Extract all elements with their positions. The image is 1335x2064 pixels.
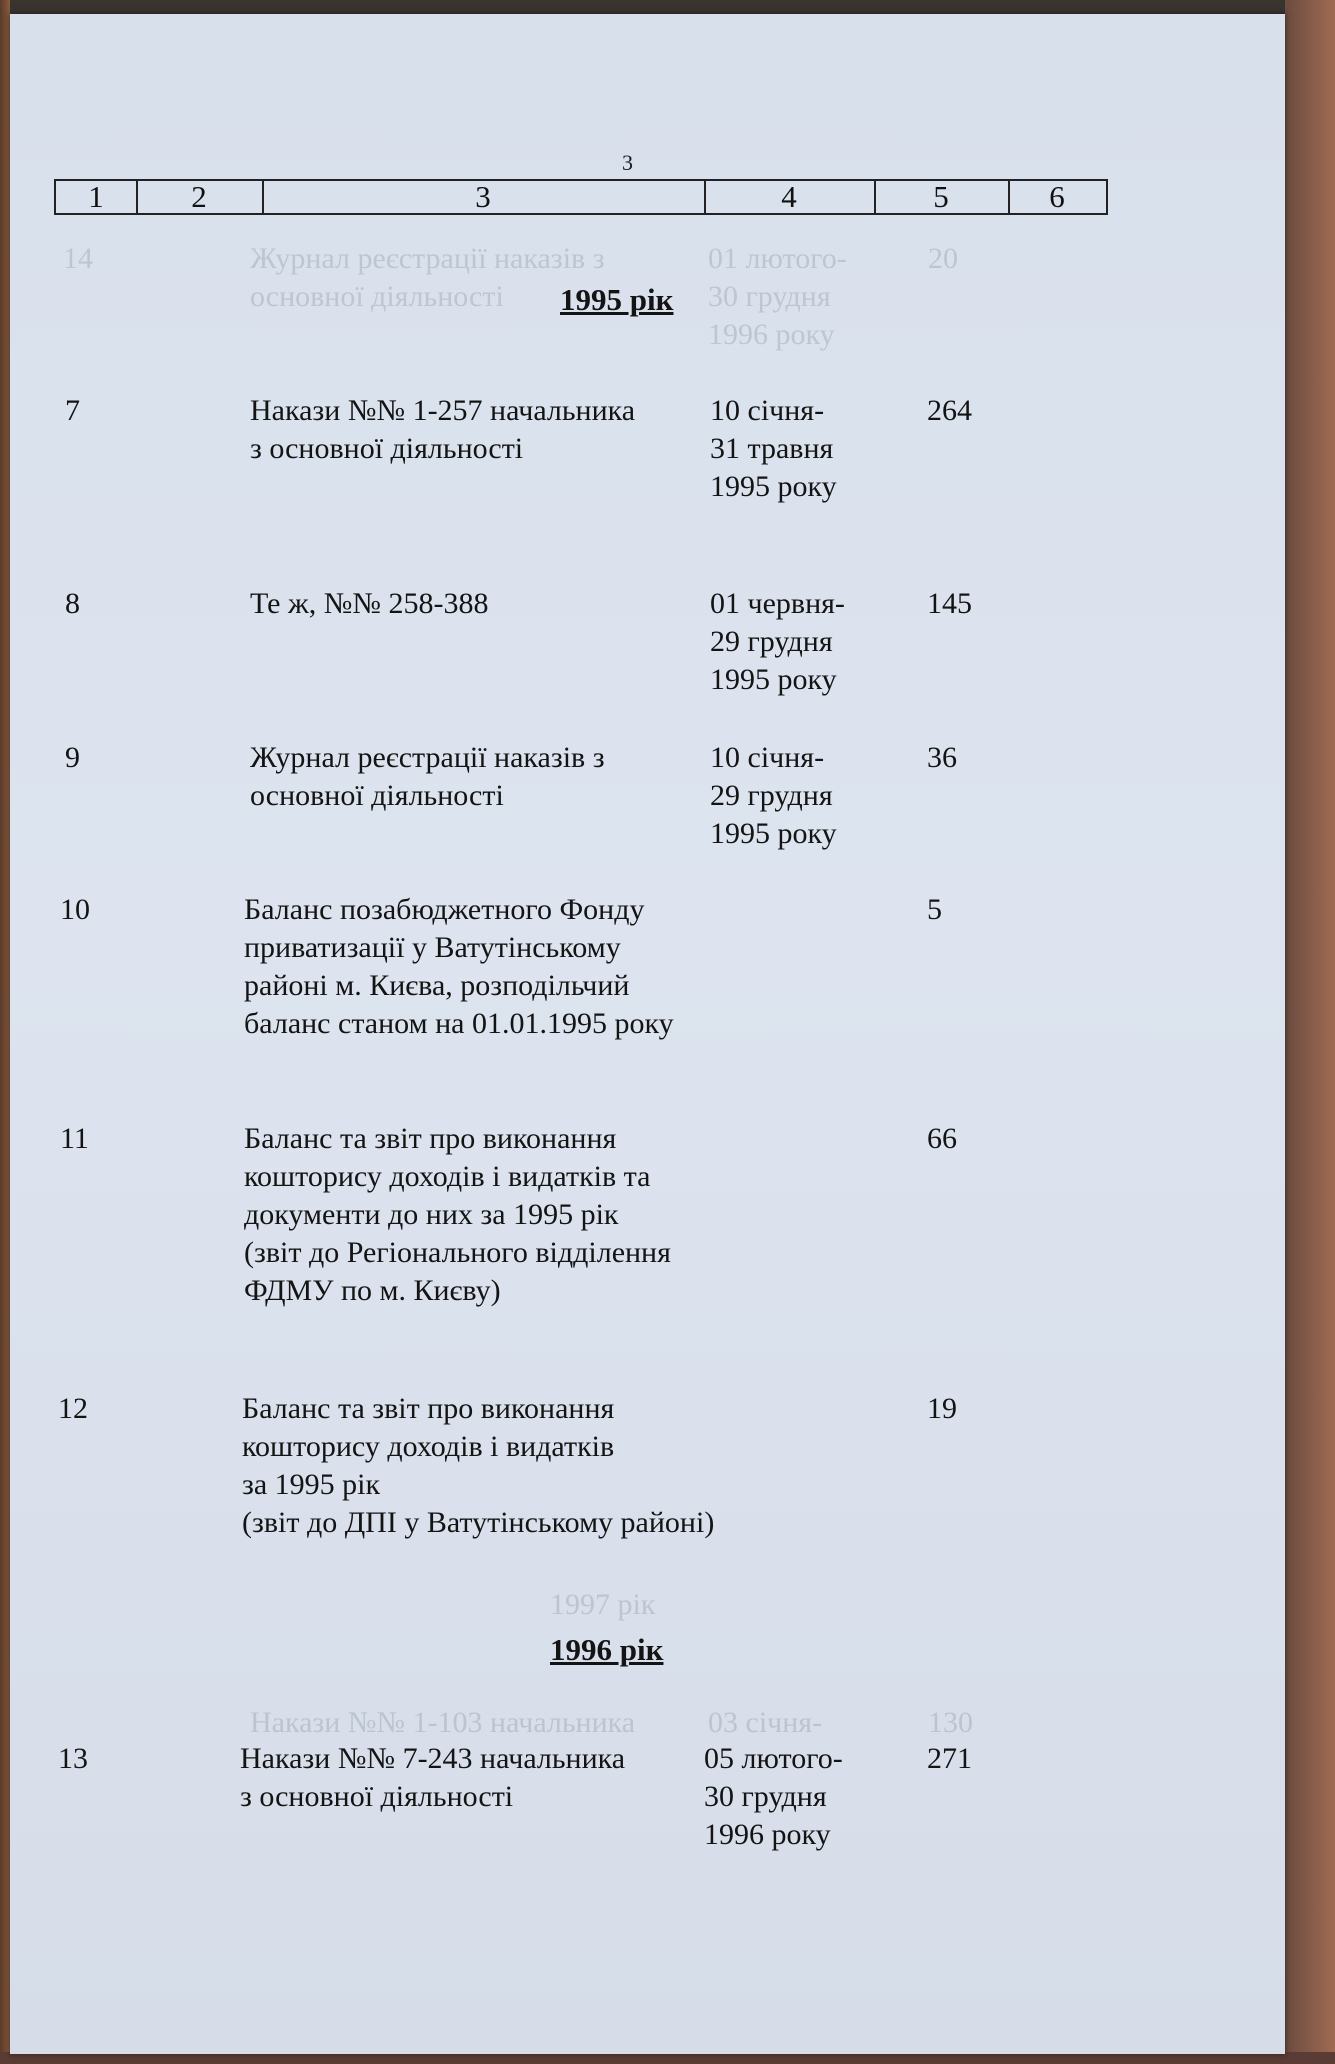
row-9-title: Журнал реєстрації наказів з основної діяльності — [250, 741, 605, 812]
row-9-count: 36 — [927, 741, 957, 774]
header-cell-5: 5 — [874, 179, 1010, 215]
row-13-dates: 05 лютого- 30 грудня 1996 року — [704, 1742, 843, 1851]
row-8-num: 8 — [65, 587, 80, 620]
bleed-through-num-14: 14 — [63, 242, 93, 275]
header-cell-4: 4 — [704, 179, 876, 215]
page-number: 3 — [622, 150, 633, 175]
row-9-num: 9 — [65, 741, 80, 774]
row-11-title: Баланс та звіт про виконання кошторису доходів і видатків та документи до них за 1995 рік (звіт до Регіонального відділення ФДМУ по м. Києву) — [244, 1122, 671, 1307]
row-7-dates: 10 січня- 31 травня 1995 року — [710, 394, 837, 503]
row-10-title: Баланс позабюджетного Фонду приватизації у Ватутінському районі м. Києва, розподільчий баланс станом на 01.01.1995 року — [244, 893, 674, 1040]
row-7-num: 7 — [65, 394, 80, 427]
bleed-through-year-1997: 1997 рік — [550, 1588, 656, 1621]
row-13-title: Накази №№ 7-243 начальника з основної діяльності — [240, 1742, 626, 1813]
bleed-through-text-1: Журнал реєстрації наказів з основної діяльності — [250, 242, 605, 313]
row-12-num: 12 — [58, 1392, 88, 1425]
header-cell-2: 2 — [136, 179, 264, 215]
row-11-num: 11 — [60, 1122, 89, 1155]
header-cell-6: 6 — [1008, 179, 1108, 215]
row-8-title: Те ж, №№ 258-388 — [250, 587, 489, 620]
header-cell-1: 1 — [54, 179, 138, 215]
row-7-title: Накази №№ 1-257 начальника з основної діяльності — [250, 394, 636, 465]
row-8-count: 145 — [927, 587, 972, 620]
header-cell-3: 3 — [262, 179, 706, 215]
section-year-1995: 1995 рік — [560, 282, 674, 317]
row-9-dates: 10 січня- 29 грудня 1995 року — [710, 741, 837, 850]
row-8-dates: 01 червня- 29 грудня 1995 року — [710, 587, 845, 696]
row-7-count: 264 — [927, 394, 972, 427]
row-12-title: Баланс та звіт про виконання кошторису доходів і видатків за 1995 рік (звіт до ДПІ у Ватутінському районі) — [242, 1392, 715, 1539]
bleed-through-num-20: 20 — [928, 242, 958, 275]
row-12-count: 19 — [927, 1392, 957, 1425]
bleed-through-row: Накази №№ 1-103 начальника — [250, 1706, 636, 1739]
row-13-count: 271 — [927, 1742, 972, 1775]
row-10-count: 5 — [927, 893, 942, 926]
row-10-num: 10 — [60, 893, 90, 926]
bleed-through-text-2: 01 лютого- 30 грудня 1996 року — [708, 242, 847, 351]
bleed-through-row-count: 130 — [928, 1706, 973, 1739]
binding-spine — [0, 0, 10, 2064]
next-page-edge — [1285, 0, 1335, 2064]
section-year-1996: 1996 рік — [550, 1632, 664, 1667]
row-11-count: 66 — [927, 1122, 957, 1155]
document-page — [10, 14, 1285, 2054]
bleed-through-row-date: 03 січня- — [708, 1706, 823, 1739]
row-13-num: 13 — [58, 1742, 88, 1775]
